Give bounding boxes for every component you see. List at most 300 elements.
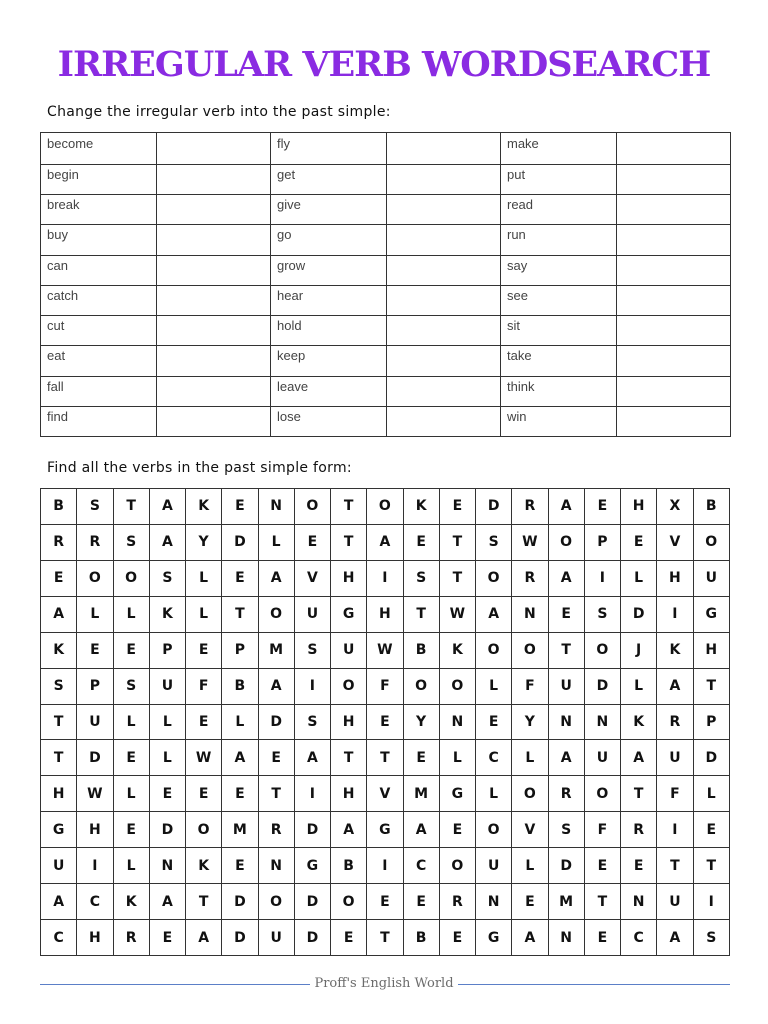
- grid-row: [41, 524, 730, 560]
- grid-letter-cell[interactable]: T: [186, 884, 222, 920]
- grid-letter-cell[interactable]: E: [403, 524, 439, 560]
- grid-letter-cell[interactable]: A: [548, 560, 584, 596]
- grid-letter-cell[interactable]: E: [77, 632, 113, 668]
- grid-letter-cell[interactable]: E: [584, 920, 620, 956]
- grid-letter-cell[interactable]: B: [403, 632, 439, 668]
- grid-letter-cell[interactable]: S: [113, 524, 149, 560]
- grid-letter-cell[interactable]: O: [439, 848, 475, 884]
- grid-letter-cell[interactable]: R: [258, 812, 294, 848]
- grid-letter-cell[interactable]: T: [621, 776, 657, 812]
- grid-letter-cell[interactable]: K: [657, 632, 693, 668]
- grid-letter-cell[interactable]: U: [77, 704, 113, 740]
- grid-letter-cell[interactable]: E: [149, 776, 185, 812]
- grid-letter-cell[interactable]: A: [186, 920, 222, 956]
- grid-letter-cell[interactable]: T: [331, 740, 367, 776]
- past-simple-answer-cell[interactable]: [157, 255, 271, 285]
- grid-row: [41, 632, 730, 668]
- grid-letter-cell[interactable]: U: [693, 560, 730, 596]
- grid-letter-cell[interactable]: H: [331, 704, 367, 740]
- grid-letter-cell[interactable]: E: [222, 489, 258, 525]
- grid-letter-cell[interactable]: N: [621, 884, 657, 920]
- grid-letter-cell[interactable]: N: [258, 848, 294, 884]
- grid-letter-cell[interactable]: X: [657, 489, 693, 525]
- grid-letter-cell[interactable]: L: [149, 740, 185, 776]
- grid-letter-cell[interactable]: U: [657, 740, 693, 776]
- grid-letter-cell[interactable]: H: [77, 812, 113, 848]
- grid-letter-cell[interactable]: O: [331, 884, 367, 920]
- grid-letter-cell[interactable]: N: [439, 704, 475, 740]
- grid-letter-cell[interactable]: G: [367, 812, 403, 848]
- grid-letter-cell[interactable]: T: [439, 560, 475, 596]
- grid-letter-cell[interactable]: H: [621, 489, 657, 525]
- grid-letter-cell[interactable]: T: [657, 848, 693, 884]
- grid-letter-cell[interactable]: O: [512, 632, 548, 668]
- grid-letter-cell[interactable]: G: [476, 920, 512, 956]
- past-simple-answer-cell[interactable]: [387, 195, 501, 225]
- grid-letter-cell[interactable]: L: [149, 704, 185, 740]
- grid-letter-cell[interactable]: U: [584, 740, 620, 776]
- grid-letter-cell[interactable]: S: [548, 812, 584, 848]
- grid-letter-cell[interactable]: L: [439, 740, 475, 776]
- grid-letter-cell[interactable]: O: [258, 884, 294, 920]
- grid-letter-cell[interactable]: E: [367, 884, 403, 920]
- grid-letter-cell[interactable]: W: [77, 776, 113, 812]
- grid-letter-cell[interactable]: A: [294, 740, 330, 776]
- grid-letter-cell[interactable]: F: [186, 668, 222, 704]
- grid-letter-cell[interactable]: M: [258, 632, 294, 668]
- base-verb-cell: cut: [41, 316, 157, 346]
- grid-letter-cell[interactable]: D: [258, 704, 294, 740]
- grid-letter-cell[interactable]: S: [41, 668, 77, 704]
- grid-letter-cell[interactable]: P: [584, 524, 620, 560]
- grid-letter-cell[interactable]: G: [693, 596, 730, 632]
- grid-letter-cell[interactable]: E: [149, 920, 185, 956]
- base-verb-cell: hear: [271, 285, 387, 315]
- grid-letter-cell[interactable]: H: [367, 596, 403, 632]
- grid-letter-cell[interactable]: A: [621, 740, 657, 776]
- base-verb-cell: hold: [271, 316, 387, 346]
- grid-letter-cell[interactable]: O: [113, 560, 149, 596]
- base-verb-cell: keep: [271, 346, 387, 376]
- grid-letter-cell[interactable]: M: [403, 776, 439, 812]
- grid-letter-cell[interactable]: F: [367, 668, 403, 704]
- grid-letter-cell[interactable]: E: [584, 489, 620, 525]
- grid-letter-cell[interactable]: I: [367, 560, 403, 596]
- past-simple-answer-cell[interactable]: [387, 133, 501, 165]
- grid-letter-cell[interactable]: W: [367, 632, 403, 668]
- base-verb-cell: become: [41, 133, 157, 165]
- grid-letter-cell[interactable]: U: [294, 596, 330, 632]
- grid-letter-cell[interactable]: P: [149, 632, 185, 668]
- grid-letter-cell[interactable]: L: [113, 776, 149, 812]
- grid-letter-cell[interactable]: A: [258, 560, 294, 596]
- grid-row: [41, 740, 730, 776]
- grid-letter-cell[interactable]: U: [41, 848, 77, 884]
- grid-letter-cell[interactable]: T: [331, 524, 367, 560]
- grid-letter-cell[interactable]: O: [584, 632, 620, 668]
- grid-letter-cell[interactable]: E: [222, 560, 258, 596]
- grid-letter-cell[interactable]: U: [149, 668, 185, 704]
- grid-letter-cell[interactable]: D: [149, 812, 185, 848]
- verb-row: [41, 376, 731, 406]
- past-simple-answer-cell[interactable]: [157, 133, 271, 165]
- grid-letter-cell[interactable]: L: [621, 560, 657, 596]
- grid-letter-cell[interactable]: V: [657, 524, 693, 560]
- base-verb-cell: grow: [271, 255, 387, 285]
- base-verb-cell: fall: [41, 376, 157, 406]
- grid-letter-cell[interactable]: H: [41, 776, 77, 812]
- grid-letter-cell[interactable]: L: [113, 596, 149, 632]
- past-simple-answer-cell[interactable]: [617, 255, 731, 285]
- grid-letter-cell[interactable]: R: [439, 884, 475, 920]
- grid-letter-cell[interactable]: T: [439, 524, 475, 560]
- grid-letter-cell[interactable]: C: [476, 740, 512, 776]
- grid-letter-cell[interactable]: N: [548, 704, 584, 740]
- grid-letter-cell[interactable]: I: [657, 812, 693, 848]
- grid-letter-cell[interactable]: U: [548, 668, 584, 704]
- grid-letter-cell[interactable]: V: [367, 776, 403, 812]
- grid-letter-cell[interactable]: I: [367, 848, 403, 884]
- past-simple-answer-cell[interactable]: [157, 225, 271, 255]
- grid-letter-cell[interactable]: L: [113, 848, 149, 884]
- grid-letter-cell[interactable]: S: [693, 920, 730, 956]
- past-simple-answer-cell[interactable]: [157, 195, 271, 225]
- grid-letter-cell[interactable]: D: [476, 489, 512, 525]
- grid-letter-cell[interactable]: R: [657, 704, 693, 740]
- grid-letter-cell[interactable]: E: [186, 776, 222, 812]
- grid-letter-cell[interactable]: E: [403, 884, 439, 920]
- grid-letter-cell[interactable]: F: [584, 812, 620, 848]
- grid-letter-cell[interactable]: L: [476, 668, 512, 704]
- grid-letter-cell[interactable]: L: [186, 596, 222, 632]
- grid-letter-cell[interactable]: S: [294, 704, 330, 740]
- grid-letter-cell[interactable]: L: [693, 776, 730, 812]
- grid-letter-cell[interactable]: A: [657, 920, 693, 956]
- grid-letter-cell[interactable]: D: [77, 740, 113, 776]
- past-simple-answer-cell[interactable]: [617, 406, 731, 436]
- base-verb-cell: can: [41, 255, 157, 285]
- grid-letter-cell[interactable]: S: [149, 560, 185, 596]
- grid-letter-cell[interactable]: E: [294, 524, 330, 560]
- past-simple-answer-cell[interactable]: [387, 165, 501, 195]
- grid-letter-cell[interactable]: D: [222, 920, 258, 956]
- grid-letter-cell[interactable]: O: [476, 632, 512, 668]
- grid-letter-cell[interactable]: E: [693, 812, 730, 848]
- grid-letter-cell[interactable]: E: [186, 704, 222, 740]
- grid-letter-cell[interactable]: S: [113, 668, 149, 704]
- grid-letter-cell[interactable]: L: [512, 740, 548, 776]
- grid-letter-cell[interactable]: B: [331, 848, 367, 884]
- past-simple-answer-cell[interactable]: [617, 316, 731, 346]
- grid-letter-cell[interactable]: E: [439, 812, 475, 848]
- grid-letter-cell[interactable]: D: [222, 524, 258, 560]
- grid-letter-cell[interactable]: E: [439, 489, 475, 525]
- grid-letter-cell[interactable]: A: [476, 596, 512, 632]
- past-simple-answer-cell[interactable]: [617, 346, 731, 376]
- grid-letter-cell[interactable]: O: [439, 668, 475, 704]
- grid-letter-cell[interactable]: T: [693, 848, 730, 884]
- grid-letter-cell[interactable]: A: [331, 812, 367, 848]
- grid-letter-cell[interactable]: D: [294, 884, 330, 920]
- past-simple-answer-cell[interactable]: [157, 165, 271, 195]
- grid-letter-cell[interactable]: T: [548, 632, 584, 668]
- grid-letter-cell[interactable]: A: [149, 884, 185, 920]
- grid-letter-cell[interactable]: S: [403, 560, 439, 596]
- grid-letter-cell[interactable]: K: [113, 884, 149, 920]
- past-simple-answer-cell[interactable]: [157, 346, 271, 376]
- grid-letter-cell[interactable]: T: [367, 740, 403, 776]
- grid-letter-cell[interactable]: T: [41, 704, 77, 740]
- grid-letter-cell[interactable]: R: [621, 812, 657, 848]
- grid-letter-cell[interactable]: C: [621, 920, 657, 956]
- grid-letter-cell[interactable]: H: [331, 776, 367, 812]
- grid-letter-cell[interactable]: E: [621, 524, 657, 560]
- page-title: IRREGULAR VERB WORDSEARCH: [57, 44, 711, 85]
- base-verb-cell: eat: [41, 346, 157, 376]
- grid-letter-cell[interactable]: B: [41, 489, 77, 525]
- grid-letter-cell[interactable]: L: [222, 704, 258, 740]
- base-verb-cell: lose: [271, 406, 387, 436]
- past-simple-answer-cell[interactable]: [617, 195, 731, 225]
- grid-letter-cell[interactable]: O: [476, 560, 512, 596]
- grid-letter-cell[interactable]: E: [113, 740, 149, 776]
- grid-letter-cell[interactable]: E: [621, 848, 657, 884]
- grid-letter-cell[interactable]: K: [149, 596, 185, 632]
- grid-letter-cell[interactable]: A: [258, 668, 294, 704]
- grid-letter-cell[interactable]: T: [331, 489, 367, 525]
- grid-letter-cell[interactable]: D: [294, 920, 330, 956]
- grid-letter-cell[interactable]: A: [548, 489, 584, 525]
- grid-letter-cell[interactable]: G: [439, 776, 475, 812]
- grid-letter-cell[interactable]: G: [331, 596, 367, 632]
- grid-letter-cell[interactable]: S: [584, 596, 620, 632]
- grid-letter-cell[interactable]: O: [403, 668, 439, 704]
- grid-letter-cell[interactable]: K: [41, 632, 77, 668]
- grid-letter-cell[interactable]: U: [657, 884, 693, 920]
- grid-letter-cell[interactable]: R: [77, 524, 113, 560]
- grid-letter-cell[interactable]: T: [693, 668, 730, 704]
- grid-letter-cell[interactable]: G: [294, 848, 330, 884]
- past-simple-answer-cell[interactable]: [387, 255, 501, 285]
- grid-letter-cell[interactable]: B: [693, 489, 730, 525]
- grid-letter-cell[interactable]: I: [294, 776, 330, 812]
- grid-letter-cell[interactable]: U: [476, 848, 512, 884]
- grid-letter-cell[interactable]: I: [294, 668, 330, 704]
- grid-letter-cell[interactable]: D: [222, 884, 258, 920]
- grid-letter-cell[interactable]: Y: [186, 524, 222, 560]
- grid-letter-cell[interactable]: T: [113, 489, 149, 525]
- past-simple-answer-cell[interactable]: [387, 406, 501, 436]
- grid-letter-cell[interactable]: A: [512, 920, 548, 956]
- grid-letter-cell[interactable]: D: [693, 740, 730, 776]
- grid-letter-cell[interactable]: D: [621, 596, 657, 632]
- grid-letter-cell[interactable]: K: [186, 489, 222, 525]
- grid-letter-cell[interactable]: B: [403, 920, 439, 956]
- grid-letter-cell[interactable]: K: [439, 632, 475, 668]
- grid-letter-cell[interactable]: A: [367, 524, 403, 560]
- grid-letter-cell[interactable]: W: [186, 740, 222, 776]
- grid-letter-cell[interactable]: O: [294, 489, 330, 525]
- grid-letter-cell[interactable]: M: [222, 812, 258, 848]
- grid-letter-cell[interactable]: R: [113, 920, 149, 956]
- grid-letter-cell[interactable]: U: [331, 632, 367, 668]
- grid-letter-cell[interactable]: V: [294, 560, 330, 596]
- grid-letter-cell[interactable]: K: [186, 848, 222, 884]
- past-simple-answer-cell[interactable]: [617, 376, 731, 406]
- grid-letter-cell[interactable]: E: [41, 560, 77, 596]
- past-simple-answer-cell[interactable]: [617, 225, 731, 255]
- grid-letter-cell[interactable]: Y: [403, 704, 439, 740]
- grid-letter-cell[interactable]: H: [77, 920, 113, 956]
- footer-divider-left: [40, 984, 310, 985]
- grid-letter-cell[interactable]: O: [693, 524, 730, 560]
- past-simple-answer-cell[interactable]: [387, 316, 501, 346]
- grid-letter-cell[interactable]: L: [113, 704, 149, 740]
- grid-letter-cell[interactable]: N: [149, 848, 185, 884]
- grid-letter-cell[interactable]: O: [548, 524, 584, 560]
- grid-letter-cell[interactable]: U: [258, 920, 294, 956]
- grid-letter-cell[interactable]: N: [584, 704, 620, 740]
- past-simple-answer-cell[interactable]: [157, 316, 271, 346]
- grid-letter-cell[interactable]: I: [693, 884, 730, 920]
- grid-letter-cell[interactable]: O: [186, 812, 222, 848]
- grid-letter-cell[interactable]: V: [512, 812, 548, 848]
- grid-letter-cell[interactable]: O: [584, 776, 620, 812]
- base-verb-cell: get: [271, 165, 387, 195]
- base-verb-cell: begin: [41, 165, 157, 195]
- grid-letter-cell[interactable]: L: [621, 668, 657, 704]
- grid-letter-cell[interactable]: L: [476, 776, 512, 812]
- grid-letter-cell[interactable]: E: [258, 740, 294, 776]
- grid-letter-cell[interactable]: W: [512, 524, 548, 560]
- grid-letter-cell[interactable]: K: [403, 489, 439, 525]
- grid-letter-cell[interactable]: P: [693, 704, 730, 740]
- grid-letter-cell[interactable]: D: [548, 848, 584, 884]
- grid-letter-cell[interactable]: E: [222, 848, 258, 884]
- past-simple-answer-cell[interactable]: [157, 376, 271, 406]
- verb-row: [41, 285, 731, 315]
- grid-letter-cell[interactable]: T: [367, 920, 403, 956]
- grid-letter-cell[interactable]: L: [77, 596, 113, 632]
- grid-letter-cell[interactable]: N: [548, 920, 584, 956]
- grid-letter-cell[interactable]: A: [41, 884, 77, 920]
- grid-letter-cell[interactable]: T: [258, 776, 294, 812]
- past-simple-answer-cell[interactable]: [617, 165, 731, 195]
- grid-letter-cell[interactable]: L: [258, 524, 294, 560]
- grid-letter-cell[interactable]: W: [439, 596, 475, 632]
- base-verb-cell: give: [271, 195, 387, 225]
- grid-letter-cell[interactable]: E: [403, 740, 439, 776]
- verb-row: [41, 225, 731, 255]
- past-simple-answer-cell[interactable]: [387, 285, 501, 315]
- grid-letter-cell[interactable]: I: [657, 596, 693, 632]
- grid-letter-cell[interactable]: A: [149, 489, 185, 525]
- grid-letter-cell[interactable]: E: [512, 884, 548, 920]
- grid-letter-cell[interactable]: C: [41, 920, 77, 956]
- grid-letter-cell[interactable]: O: [367, 489, 403, 525]
- grid-letter-cell[interactable]: D: [294, 812, 330, 848]
- grid-letter-cell[interactable]: T: [584, 884, 620, 920]
- grid-letter-cell[interactable]: S: [476, 524, 512, 560]
- grid-letter-cell[interactable]: K: [621, 704, 657, 740]
- grid-letter-cell[interactable]: T: [222, 596, 258, 632]
- grid-letter-cell[interactable]: C: [403, 848, 439, 884]
- grid-letter-cell[interactable]: M: [548, 884, 584, 920]
- grid-letter-cell[interactable]: E: [367, 704, 403, 740]
- grid-row: [41, 848, 730, 884]
- grid-letter-cell[interactable]: S: [77, 489, 113, 525]
- grid-letter-cell[interactable]: E: [476, 704, 512, 740]
- grid-letter-cell[interactable]: C: [77, 884, 113, 920]
- grid-letter-cell[interactable]: A: [657, 668, 693, 704]
- grid-letter-cell[interactable]: A: [403, 812, 439, 848]
- grid-letter-cell[interactable]: T: [403, 596, 439, 632]
- grid-letter-cell[interactable]: R: [512, 560, 548, 596]
- grid-letter-cell[interactable]: H: [331, 560, 367, 596]
- past-simple-answer-cell[interactable]: [157, 285, 271, 315]
- grid-letter-cell[interactable]: E: [113, 632, 149, 668]
- grid-letter-cell[interactable]: O: [77, 560, 113, 596]
- past-simple-answer-cell[interactable]: [387, 346, 501, 376]
- grid-letter-cell[interactable]: A: [548, 740, 584, 776]
- grid-letter-cell[interactable]: P: [77, 668, 113, 704]
- grid-letter-cell[interactable]: D: [584, 668, 620, 704]
- grid-letter-cell[interactable]: A: [222, 740, 258, 776]
- past-simple-answer-cell[interactable]: [157, 406, 271, 436]
- grid-letter-cell[interactable]: F: [512, 668, 548, 704]
- grid-letter-cell[interactable]: S: [294, 632, 330, 668]
- grid-letter-cell[interactable]: L: [186, 560, 222, 596]
- past-simple-answer-cell[interactable]: [387, 376, 501, 406]
- past-simple-answer-cell[interactable]: [617, 133, 731, 165]
- grid-letter-cell[interactable]: E: [222, 776, 258, 812]
- grid-letter-cell[interactable]: T: [41, 740, 77, 776]
- grid-letter-cell[interactable]: O: [258, 596, 294, 632]
- grid-letter-cell[interactable]: N: [258, 489, 294, 525]
- past-simple-answer-cell[interactable]: [387, 225, 501, 255]
- grid-letter-cell[interactable]: H: [693, 632, 730, 668]
- grid-letter-cell[interactable]: R: [512, 489, 548, 525]
- grid-letter-cell[interactable]: E: [331, 920, 367, 956]
- grid-letter-cell[interactable]: O: [512, 776, 548, 812]
- grid-letter-cell[interactable]: N: [476, 884, 512, 920]
- grid-row: [41, 596, 730, 632]
- grid-letter-cell[interactable]: A: [41, 596, 77, 632]
- grid-letter-cell[interactable]: O: [331, 668, 367, 704]
- grid-letter-cell[interactable]: B: [222, 668, 258, 704]
- grid-letter-cell[interactable]: R: [548, 776, 584, 812]
- grid-letter-cell[interactable]: Y: [512, 704, 548, 740]
- grid-letter-cell[interactable]: E: [439, 920, 475, 956]
- grid-letter-cell[interactable]: J: [621, 632, 657, 668]
- grid-letter-cell[interactable]: F: [657, 776, 693, 812]
- grid-letter-cell[interactable]: O: [476, 812, 512, 848]
- grid-letter-cell[interactable]: E: [186, 632, 222, 668]
- grid-letter-cell[interactable]: P: [222, 632, 258, 668]
- grid-letter-cell[interactable]: N: [512, 596, 548, 632]
- grid-letter-cell[interactable]: I: [77, 848, 113, 884]
- past-simple-answer-cell[interactable]: [617, 285, 731, 315]
- grid-letter-cell[interactable]: R: [41, 524, 77, 560]
- grid-letter-cell[interactable]: I: [584, 560, 620, 596]
- grid-letter-cell[interactable]: H: [657, 560, 693, 596]
- grid-letter-cell[interactable]: E: [113, 812, 149, 848]
- grid-letter-cell[interactable]: L: [512, 848, 548, 884]
- grid-letter-cell[interactable]: E: [548, 596, 584, 632]
- grid-letter-cell[interactable]: G: [41, 812, 77, 848]
- grid-letter-cell[interactable]: A: [149, 524, 185, 560]
- grid-letter-cell[interactable]: E: [584, 848, 620, 884]
